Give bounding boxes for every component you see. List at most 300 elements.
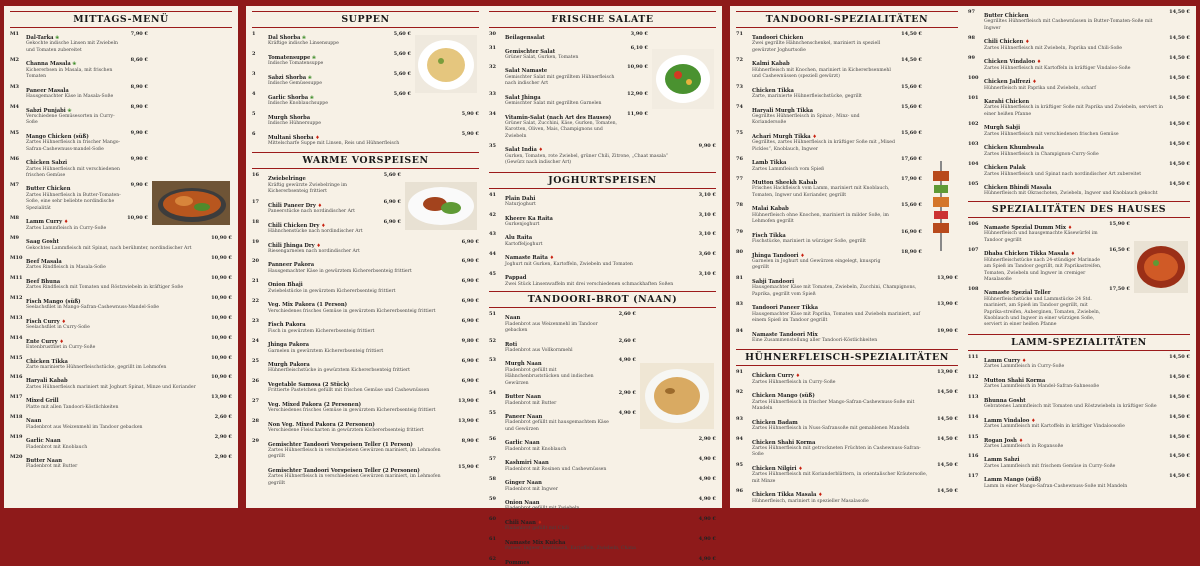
item-description: Zartes Hühnerfleisch mit verschiedenen frischen Gemüse [984, 131, 1119, 137]
item-number: 80 [736, 248, 743, 255]
item-number: 42 [489, 211, 496, 218]
item-body [268, 31, 384, 48]
item-description: Frittierte Pastetchen gefüllt mit frischen Gemüse und Cashewnüssen [268, 388, 430, 394]
item-name: Chicken Khumbwala [984, 145, 1044, 152]
item-name: Chicken Shahi Korma [752, 439, 816, 446]
item-name: Chicken Tikka [752, 87, 794, 94]
item-price: 17,50 € [1109, 286, 1130, 293]
menu-item [252, 464, 479, 487]
item-body [505, 64, 621, 87]
item-name: Rogan Josh [984, 437, 1017, 444]
item-body [26, 414, 205, 431]
item-body [26, 255, 205, 272]
item-price: 13,90 € [458, 417, 479, 424]
item-number: 116 [968, 453, 979, 460]
item-price: 3,60 € [698, 251, 716, 258]
item-description: Zartes Lammfleisch in Curry-Soße [984, 364, 1065, 370]
chili-icon: ♦ [1016, 437, 1024, 444]
item-number: 76 [736, 156, 743, 163]
item-number: 74 [736, 103, 743, 110]
menu-item [736, 462, 958, 485]
item-description: Fladenbrot gefüllt mit Zwiebeln [505, 506, 580, 512]
item-body [984, 75, 1163, 92]
item-name: Plain Dahi [505, 195, 536, 202]
item-body [268, 131, 452, 148]
item-description: Gekochtes Lammfleisch mit Spinat, nach berühmter, nordindischer Art [26, 245, 192, 251]
item-number: 26 [252, 377, 259, 384]
item-body [26, 104, 121, 127]
item-name: Lamm Curry [26, 219, 63, 226]
dish-photo-salad [652, 49, 714, 109]
item-description: Joghurt mit Gurken, Kartoffeln, Zwiebeln und Tomaten [505, 261, 633, 267]
menu-item [736, 229, 922, 246]
item-number: 54 [489, 390, 496, 397]
menu-item [736, 389, 958, 412]
item-price: 9,90 € [130, 182, 148, 189]
column-tandoori [736, 9, 958, 505]
item-body [984, 434, 1163, 451]
menu-item [252, 258, 479, 275]
item-description: Zartes Rindfleisch in Masala-Soße [26, 265, 106, 271]
menu-item [489, 556, 716, 566]
item-number: 105 [968, 181, 979, 188]
item-description: Platte mit allen Tandoori-Köstlichkeiten [26, 404, 119, 410]
menu-item [968, 473, 1190, 490]
item-body [505, 311, 609, 334]
menu-item [489, 311, 636, 334]
item-name: Chili Chicken Dry [268, 222, 320, 229]
item-number: 96 [736, 488, 743, 495]
item-description: Zarte, marinierte Hühnerfleischstücke, gegrillt [752, 94, 862, 100]
item-name: Dhaba Chicken Tikka Masala [984, 251, 1069, 258]
item-body [752, 104, 895, 127]
vegetarian-leaf-icon: ❀ [65, 107, 72, 114]
item-description: Grüner Salat, Gurken, Tomaten [505, 54, 579, 60]
item-description: Verschiedene Fleischarten in gewürztem Kichererbsenteig frittiert [268, 428, 424, 434]
section-chicken2 [968, 9, 1190, 198]
item-description: Zartes Lammfleisch vom Spieß [752, 166, 825, 172]
item-price: 14,50 € [901, 57, 922, 64]
menu-item [736, 31, 922, 54]
item-number: M15 [10, 354, 23, 361]
item-name: Saag Gosht [26, 239, 59, 246]
item-body [984, 473, 1163, 490]
item-price: 8,90 € [461, 437, 479, 444]
chili-icon: ♦ [1030, 79, 1037, 86]
menu-item [10, 335, 232, 352]
item-description: Verschiedene Gemüsesorten in Curry-Soße [26, 113, 115, 126]
item-number: 60 [489, 515, 496, 522]
item-price: 14,50 € [937, 488, 958, 495]
item-number: 83 [736, 301, 743, 308]
item-number: 41 [489, 191, 496, 198]
section-title-warme: WARME VORSPEISEN [252, 152, 479, 169]
item-name: Multani Shorba [268, 134, 314, 141]
menu-item [489, 410, 636, 433]
chili-icon: ♦ [57, 338, 64, 345]
item-name: Garlic Naan [26, 438, 61, 445]
menu-item [252, 31, 411, 48]
item-body [505, 338, 609, 355]
item-body [268, 464, 452, 487]
menu-item [968, 181, 1190, 198]
menu-item [10, 355, 232, 372]
item-name: Chicken Jalfrezi [984, 79, 1031, 86]
chili-icon: ♦ [816, 492, 823, 499]
item-number: 72 [736, 57, 743, 64]
item-description: Hausgemachter Käse in gewürztem Kichererbsenteig frittiert [268, 268, 412, 274]
menu-item [736, 104, 922, 127]
item-number: 115 [968, 433, 979, 440]
item-body [26, 434, 205, 451]
section-title-huehner: HÜHNERFLEISCH-SPEZIALITÄTEN [736, 349, 958, 366]
menu-item [968, 453, 1190, 470]
item-price: 14,50 € [1169, 353, 1190, 360]
menu-item [968, 35, 1190, 52]
item-name: Kashmiri Naan [505, 460, 549, 467]
item-price: 4,90 € [698, 515, 716, 522]
item-body [752, 275, 931, 298]
item-description: Fladenbrot gefüllt mit hausgemachtem Käse und Gewürzen [505, 420, 609, 432]
item-body [505, 111, 621, 141]
menu-panel-2 [246, 6, 722, 566]
menu-item [252, 239, 479, 256]
column-chicken-lamm [968, 9, 1190, 505]
item-body [752, 31, 895, 54]
item-description: Paneer, Ingwer, Knoblauch, Kartoffeln, Zwiebeln, Chana [505, 546, 636, 552]
item-number: 61 [489, 535, 496, 542]
item-price: 14,50 € [1169, 433, 1190, 440]
menu-item [252, 358, 479, 375]
item-price: 14,50 € [937, 461, 958, 468]
item-description: Seelachsfilet in Mango-Safran-Cashewnuss-Mandel-Soße [26, 305, 160, 311]
item-name: Lamm Mango (süß) [984, 477, 1042, 484]
item-name: Garlic Shorba [268, 94, 309, 101]
item-name: Vegetable Samosa (2 Stück) [268, 381, 350, 388]
item-price: 6,90 € [461, 258, 479, 265]
item-body [752, 301, 931, 324]
item-price: 9,80 € [461, 338, 479, 345]
item-number: 33 [489, 90, 496, 97]
item-price: 12,90 € [627, 90, 648, 97]
item-name: Vitamin-Salat (nach Art des Hauses) [505, 114, 612, 121]
item-body [26, 31, 121, 54]
menu-item [10, 182, 148, 212]
item-body [984, 141, 1163, 158]
item-name: Non Veg. Mixed Pakora (2 Personen) [268, 421, 375, 428]
chili-icon: ♦ [810, 133, 817, 140]
item-body [752, 416, 931, 433]
item-description: Zartes Lammfleisch mit frischem Gemüse in Curry-Soße [984, 463, 1116, 469]
item-body [268, 438, 452, 461]
item-body [268, 378, 452, 395]
item-price: 6,90 € [461, 278, 479, 285]
item-number: 28 [252, 417, 259, 424]
item-description: Kartoffeljoghurt [505, 241, 543, 247]
item-name: Paneer Naan [505, 414, 543, 421]
menu-item [736, 249, 922, 272]
item-body [752, 57, 895, 80]
menu-item [252, 91, 411, 108]
item-name: Tandoori Paneer Tikka [752, 305, 818, 312]
item-number: 91 [736, 369, 743, 376]
item-number: 78 [736, 202, 743, 209]
item-number: 112 [968, 373, 979, 380]
item-name: Chicken Tikka [26, 358, 68, 365]
item-number: M11 [10, 274, 23, 281]
item-description: Zartes Hühnerfleisch in frischer Mango-Safran-Cashewnuss-mandel-Soße [26, 140, 121, 152]
item-description: Hühnerfleisch mit Knochen, mariniert in Kichererbsenmehl und Cashewnüssen (speziell gewürzt) [752, 67, 891, 80]
menu-item [736, 301, 958, 324]
item-description: Zartes Hühnerfleisch in verschiedenen Gewürzen mariniert, im Lehmofen gegrillt [268, 474, 441, 486]
chili-icon: ♦ [535, 519, 543, 526]
item-body [505, 536, 689, 553]
item-description: Hausgemachter Käse in Masala-Soße [26, 94, 114, 100]
item-body [984, 35, 1163, 52]
item-price: 14,50 € [1169, 9, 1190, 15]
item-body [752, 156, 895, 173]
item-number: 57 [489, 456, 496, 463]
item-number: 93 [736, 415, 743, 422]
item-name: Onion Bhaji [268, 282, 303, 289]
item-body [268, 298, 452, 315]
item-number: 59 [489, 496, 496, 503]
item-description: Fisch in gewürztem Kichererbsenteig frittiert [268, 328, 375, 334]
item-description: Hühnerfleischstücke nach 24-stündiger Marinade am Spieß im Tandoor gegrillt, mit Paprikastreifen, Tomaten, Zwiebeln und Ingwer in cremiger Masalasoße [984, 257, 1102, 282]
menu-item [489, 64, 648, 87]
item-name: Beef Masala [26, 259, 62, 265]
item-number: M1 [10, 31, 20, 37]
item-description: Zartes Hühnerfleisch in frischer Mango-Safran-Cashewnuss-Soße mit Mandeln [752, 399, 915, 412]
item-price: 9,90 € [130, 156, 148, 163]
item-price: 10,90 € [211, 374, 232, 381]
item-number: 19 [252, 238, 259, 245]
menu-item [736, 328, 958, 345]
menu-item [252, 131, 479, 148]
item-number: 44 [489, 251, 496, 258]
item-description: Hausgemachter Käse mit Paprika, Tomaten und Zwiebeln mariniert, auf einem Spieß im Tandoor gegrillt [752, 311, 921, 324]
menu-item [10, 315, 232, 332]
dish-photo-starter [405, 182, 477, 230]
section-lamm [968, 354, 1190, 490]
item-price: 14,50 € [901, 31, 922, 37]
item-name: Lamm Curry [984, 357, 1021, 364]
item-number: 30 [489, 31, 496, 37]
item-body [268, 172, 374, 195]
item-name: Chicken Mango (süß) [752, 393, 815, 400]
item-price: 15,60 € [901, 202, 922, 209]
item-description: Riesengarnelen nach nordindischer Art [268, 248, 360, 254]
item-body [505, 516, 689, 533]
menu-item [968, 354, 1190, 371]
item-name: Achari Murgh Tikka [752, 133, 811, 140]
menu-item [252, 398, 479, 415]
item-body [26, 315, 205, 332]
item-description: Hühnerfleischstücke in gewürztem Kichererbsenteig frittiert [268, 368, 411, 374]
chili-icon: ♦ [1065, 224, 1073, 231]
item-price: 13,90 € [458, 397, 479, 404]
menu-item [736, 156, 922, 173]
menu-item [968, 161, 1190, 178]
item-price: 5,60 € [393, 50, 411, 57]
item-price: 14,50 € [1169, 413, 1190, 420]
item-description: Gegrilltes, zartes Hühnerfleisch in kräftiger Soße mit „Mixed Pickles“, Knoblauch, Ingwer [752, 140, 895, 152]
menu-item [968, 55, 1190, 72]
item-name: Dal-Tarka [26, 35, 54, 41]
item-description: Zwiebelstücke in gewürztem Kichererbsenteig frittiert [268, 288, 396, 294]
item-description: Fladenbrot mit Knoblauch [505, 446, 567, 452]
item-description: Entenbrustfilet in Curry-Soße [26, 345, 96, 351]
item-body [26, 335, 205, 352]
item-number: M7 [10, 182, 20, 189]
item-body [505, 357, 609, 387]
item-description: Naturjoghurt [505, 202, 536, 208]
item-number: M19 [10, 434, 23, 441]
item-number [252, 464, 268, 487]
section-title-brot: TANDOORI-BROT (NAAN) [489, 291, 716, 308]
item-body [268, 358, 452, 375]
item-name: Sabzi Shorba [268, 74, 307, 81]
item-name: Zwiebelringe [268, 176, 306, 183]
item-body [752, 249, 895, 272]
item-name: Sabzi Punjabi [26, 107, 66, 114]
item-name: Lamm Vindaloo [984, 417, 1030, 424]
item-body [984, 121, 1163, 138]
item-name: Veg. Mixed Pakora (2 Personen) [268, 401, 362, 408]
item-name: Butter Chicken [26, 186, 71, 193]
item-price: 2,90 € [698, 436, 716, 443]
menu-item [736, 275, 958, 298]
item-price: 4,90 € [698, 456, 716, 463]
menu-item [736, 416, 958, 433]
item-description: Zartes Hühnerfleisch mit Kartoffeln in kräftiger Vindaloo-Soße [984, 65, 1131, 71]
item-number: 62 [489, 555, 496, 562]
section-joghurt [489, 192, 716, 288]
item-price: 2,90 € [214, 454, 232, 461]
item-number: 106 [968, 220, 979, 227]
item-description: Zartes Hühnerfleisch mariniert mit Joghurt Spinat, Minze und Koriander [26, 384, 196, 390]
item-name: Chicken Bhindi Masala [984, 185, 1052, 192]
item-price: 8,90 € [130, 103, 148, 110]
menu-item [10, 235, 232, 252]
item-number: 53 [489, 357, 496, 364]
item-price: 7,90 € [130, 31, 148, 37]
item-price: 4,90 € [698, 496, 716, 503]
item-number: 35 [489, 143, 496, 150]
item-price: 14,50 € [1169, 95, 1190, 102]
item-description: Fladenbrot mit Ingwer [505, 486, 558, 492]
item-number: M18 [10, 414, 23, 421]
item-description: Zarte marinierte Hühnerfleischstücke, gegrillt im Lehmofen [26, 364, 167, 370]
item-body [268, 239, 452, 256]
item-body [752, 369, 931, 386]
item-body [984, 354, 1163, 371]
item-body [505, 45, 621, 62]
item-body [505, 556, 689, 566]
item-price: 6,90 € [383, 198, 401, 205]
item-body [505, 410, 609, 433]
item-body [752, 202, 895, 225]
item-price: 6,10 € [630, 44, 648, 51]
item-name: Lamb Tikka [752, 160, 787, 167]
item-description: Fladenbrot mit Knoblauch [26, 444, 88, 450]
item-price: 10,90 € [211, 274, 232, 281]
item-body [984, 394, 1163, 411]
item-description: Eine Zusammenstellung aller Tandoori-Köstlichkeiten [752, 337, 878, 343]
menu-item [489, 271, 716, 288]
dish-photo-special [1134, 241, 1188, 293]
vegetarian-leaf-icon: ❀ [308, 94, 314, 101]
item-price: 14,50 € [1169, 161, 1190, 168]
item-number: M8 [10, 215, 20, 222]
item-price: 16,50 € [1109, 247, 1130, 254]
item-name: Murgh Shorba [268, 114, 311, 121]
item-number: 18 [252, 218, 259, 225]
section-huehner [736, 369, 958, 505]
menu-item [489, 436, 716, 453]
item-number: 99 [968, 55, 975, 62]
item-description: Zartes Lammfleisch in Rogansoße [984, 443, 1064, 449]
menu-item [968, 75, 1190, 92]
item-body [26, 84, 121, 101]
item-number: M20 [10, 454, 23, 461]
item-number: M16 [10, 374, 23, 381]
item-price: 5,90 € [461, 130, 479, 137]
item-price: 8,60 € [130, 57, 148, 64]
menu-item [489, 476, 716, 493]
item-body [984, 95, 1163, 118]
item-name: Garlic Naan [505, 440, 540, 447]
item-body [268, 71, 384, 88]
item-body [505, 31, 621, 41]
item-number: 97 [968, 9, 975, 15]
item-price: 10,90 € [211, 255, 232, 261]
item-description: Fladenbrot gefüllt mit Hähnchenbruststücken und indischen Gewürzen [505, 367, 594, 386]
item-price: 14,50 € [1169, 75, 1190, 82]
item-description: Zartes Hühnerfleisch mit getrockneten Früchten in Cashewnuss-Safran-Soße [752, 445, 921, 458]
menu-item [252, 378, 479, 395]
item-number: 81 [736, 274, 743, 281]
item-body [268, 338, 452, 355]
item-number: 1 [252, 31, 256, 37]
item-name: Naan [505, 315, 521, 322]
item-body [984, 453, 1163, 470]
item-number: 117 [968, 473, 979, 480]
item-body [26, 235, 205, 252]
item-description: Verschiedenes frisches Gemüse in gewürztem Kichererbsenteig frittiert [268, 308, 436, 314]
item-body [26, 275, 205, 292]
item-name: Salat India [505, 147, 537, 154]
item-price: 6,90 € [461, 298, 479, 305]
item-name: Beef Bhuna [26, 278, 61, 285]
section-brot [489, 311, 716, 566]
item-body [752, 436, 931, 459]
menu-item [489, 231, 716, 248]
item-name: Kheere Ka Raita [505, 215, 553, 222]
item-number: M4 [10, 103, 20, 110]
item-body [752, 229, 895, 246]
item-body [505, 192, 689, 209]
chili-icon: ♦ [314, 242, 321, 249]
item-body [505, 212, 689, 229]
item-price: 10,90 € [211, 334, 232, 341]
menu-item [736, 57, 922, 80]
menu-item [252, 338, 479, 355]
item-number: M5 [10, 129, 20, 136]
item-price: 10,90 € [127, 215, 148, 222]
item-number: M14 [10, 334, 23, 341]
item-number: 34 [489, 110, 496, 117]
